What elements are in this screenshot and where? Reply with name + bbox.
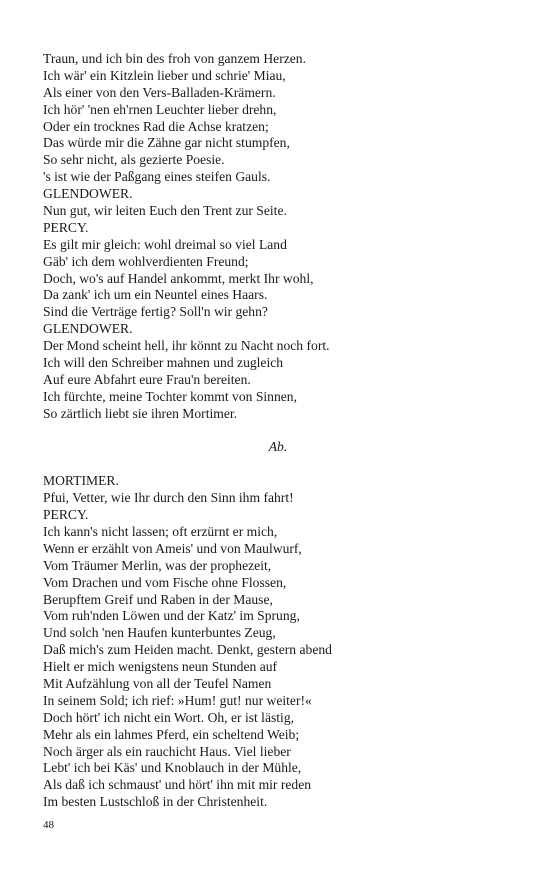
page-text bbox=[43, 51, 513, 811]
verse-line: Als daß ich schmaust' und hört' ihn mit mir reden bbox=[43, 777, 312, 793]
verse-line: Oder ein trocknes Rad die Achse kratzen; bbox=[43, 118, 269, 134]
verse-line: Als einer von den Vers-Balladen-Krämern. bbox=[43, 84, 276, 100]
verse-line: So zärtlich liebt sie ihren Mortimer. bbox=[43, 405, 238, 421]
verse-line: Berupftem Greif und Raben in der Mause, bbox=[43, 591, 273, 607]
verse-line: Ich fürchte, meine Tochter kommt von Sinnen, bbox=[43, 388, 297, 404]
verse-line: So sehr nicht, als gezierte Poesie. bbox=[43, 152, 225, 168]
verse-line: Auf eure Abfahrt eure Frau'n bereiten. bbox=[43, 371, 251, 387]
verse-line: In seinem Sold; ich rief: »Hum! gut! nur weiter!« bbox=[43, 692, 312, 708]
verse-line: PERCY. bbox=[43, 219, 89, 235]
verse-line: Und solch 'nen Haufen kunterbuntes Zeug, bbox=[43, 625, 276, 641]
verse-block-2 bbox=[43, 473, 513, 811]
page-number: 48 bbox=[43, 819, 54, 831]
spacer bbox=[43, 456, 513, 473]
verse-line: Der Mond scheint hell, ihr könnt zu Nacht noch fort. bbox=[43, 338, 330, 354]
verse-line: Vom ruh'nden Löwen und der Katz' im Sprung, bbox=[43, 608, 300, 624]
verse-line: Lebt' ich bei Käs' und Knoblauch in der Mühle, bbox=[43, 760, 302, 776]
verse-line: Wenn er erzählt von Ameis' und von Maulwurf, bbox=[43, 540, 302, 556]
verse-line: Hielt er mich wenigstens neun Stunden auf bbox=[43, 659, 278, 675]
verse-line: Sind die Verträge fertig? Soll'n wir gehn? bbox=[43, 304, 268, 320]
verse-line: Vom Träumer Merlin, was der prophezeit, bbox=[43, 557, 272, 573]
verse-line: Nun gut, wir leiten Euch den Trent zur Seite. bbox=[43, 203, 287, 219]
verse-line: Das würde mir die Zähne gar nicht stumpfen, bbox=[43, 135, 290, 151]
verse-line: Gäb' ich dem wohlverdienten Freund; bbox=[43, 253, 249, 269]
verse-line: Mit Aufzählung von all der Teufel Namen bbox=[43, 675, 272, 691]
verse-line: MORTIMER. bbox=[43, 473, 119, 489]
verse-line: Pfui, Vetter, wie Ihr durch den Sinn ihm fahrt! bbox=[43, 490, 294, 506]
stage-direction: Ab. bbox=[268, 439, 288, 455]
verse-line: Ich will den Schreiber mahnen und zugleich bbox=[43, 355, 284, 371]
verse-line: Doch, wo's auf Handel ankommt, merkt Ihr wohl, bbox=[43, 270, 314, 286]
verse-line: Mehr als ein lahmes Pferd, ein scheltend Weib; bbox=[43, 726, 300, 742]
spacer bbox=[43, 423, 513, 440]
verse-line: Ich kann's nicht lassen; oft erzürnt er mich, bbox=[43, 523, 278, 539]
verse-line: Daß mich's zum Heiden macht. Denkt, gestern abend bbox=[43, 642, 332, 658]
verse-line: Im besten Lustschloß in der Christenheit. bbox=[43, 794, 268, 810]
verse-block-1 bbox=[43, 51, 513, 423]
verse-line: GLENDOWER. bbox=[43, 321, 133, 337]
verse-line: Vom Drachen und vom Fische ohne Flossen, bbox=[43, 574, 287, 590]
verse-line: PERCY. bbox=[43, 507, 89, 523]
verse-line: Traun, und ich bin des froh von ganzem Herzen. bbox=[43, 51, 307, 66]
verse-line: Es gilt mir gleich: wohl dreimal so viel Land bbox=[43, 236, 287, 252]
verse-line: Da zank' ich um ein Neuntel eines Haars. bbox=[43, 287, 268, 303]
verse-line: Ich hör' 'nen eh'rnen Leuchter lieber drehn, bbox=[43, 101, 277, 117]
verse-line: Noch ärger als ein rauchicht Haus. Viel lieber bbox=[43, 743, 291, 759]
verse-line: Ich wär' ein Kitzlein lieber und schrie' Miau, bbox=[43, 67, 286, 83]
verse-line: 's ist wie der Paßgang eines steifen Gauls. bbox=[43, 169, 271, 185]
verse-line: Doch hört' ich nicht ein Wort. Oh, er ist lästig, bbox=[43, 709, 295, 725]
verse-line: GLENDOWER. bbox=[43, 186, 133, 202]
